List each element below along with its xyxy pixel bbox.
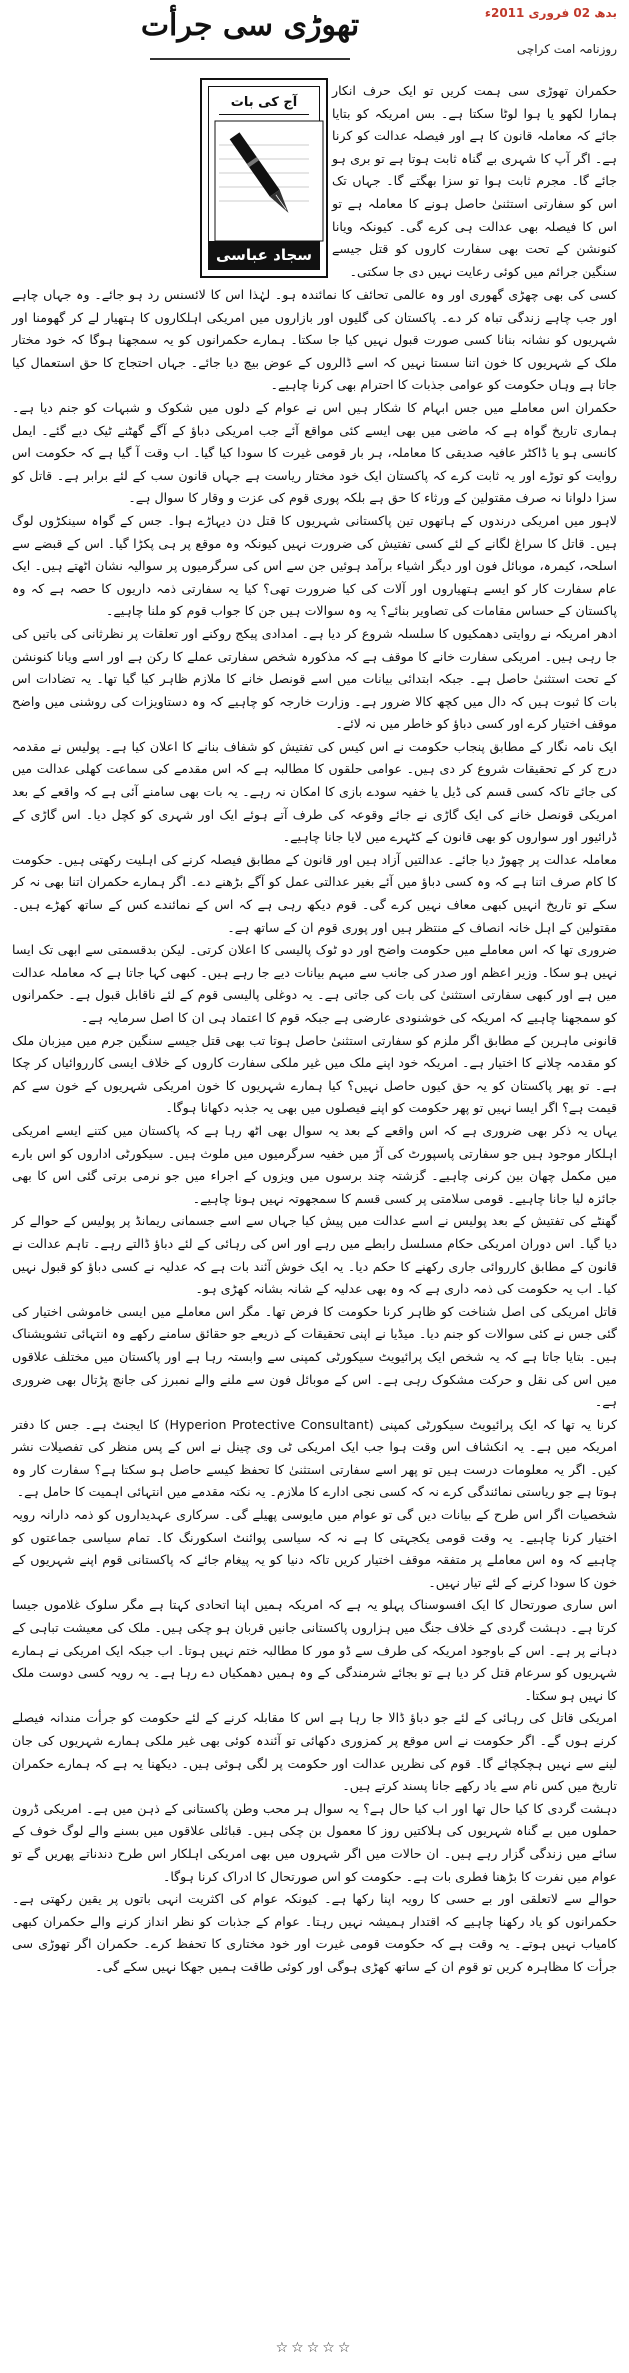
fountain-pen-icon <box>209 115 331 245</box>
article-paragraph: کرنا یہ تھا کہ ایک پرائیویٹ سیکورٹی کمپنی (Hyperion Protective Consultant) کا ایجنٹ ہے۔ جس کا دفتر امریکہ میں ہے۔ یہ انکشاف اس وقت ہوا جب ایک امریکی ٹی وی چینل نے اس کے پس منظر کی تفصیلات نشر کیں۔ اگر یہ معلومات درست ہیں تو پھر اسے سفارتی استثنیٰ کا تحفظ کیسے حاصل ہو سکتا ہے؟ سفارت کار وہ ہوتا ہے جو ریاستی نمائندگی کرے نہ کہ کسی نجی ادارے کا ملازم۔ یہ نکتہ مقدمے میں انتہائی اہمیت کا حامل ہے۔ <box>12 1416 617 1500</box>
author-name: سجاد عباسی <box>209 241 319 269</box>
article-paragraph: اس ساری صورتحال کا ایک افسوسناک پہلو یہ ہے کہ امریکہ ہمیں اپنا اتحادی کہتا ہے مگر سلوک غلاموں جیسا کرتا ہے۔ دہشت گردی کے خلاف جنگ میں ہزاروں پاکستانی جانیں قربان ہو چکی ہیں۔ ملک کی معیشت تباہی کے دہانے پر ہے۔ اس کے باوجود امریکہ کی طرف سے ڈو مور کا مطالبہ ختم نہیں ہوتا۔ اب جبکہ ایک امریکی نے ہمارے شہریوں کو سرعام قتل کر دیا ہے تو بجائے شرمندگی کے وہ ہمیں دھمکیاں دے رہا ہے۔ یہ رویہ کسی دوست ملک کا نہیں ہو سکتا۔ <box>12 1597 617 1703</box>
article-paragraph: شخصیات اگر اس طرح کے بیانات دیں گی تو عوام میں مایوسی پھیلے گی۔ سرکاری عہدیداروں کو ذمہ دارانہ رویہ اختیار کرنا چاہیے۔ یہ وقت قومی یکجہتی کا ہے نہ کہ سیاسی پوائنٹ اسکورنگ کا۔ تمام سیاسی جماعتوں کو چاہیے کہ وہ اس معاملے پر متفقہ موقف اختیار کریں تاکہ دنیا کو یہ پیغام جائے کہ پاکستانی قوم اپنے شہریوں کے خون کا سودا کرنے کے لئے تیار نہیں۔ <box>12 1507 617 1590</box>
article-paragraph: حوالے سے لاتعلقی اور بے حسی کا رویہ اپنا رکھا ہے۔ کیونکہ عوام کی اکثریت انہی باتوں پر یقین رکھتی ہے۔ حکمرانوں کو یاد رکھنا چاہیے کہ اقتدار ہمیشہ نہیں رہتا۔ عوام کے جذبات کو نظر انداز کرنے والے حکمران کبھی کامیاب نہیں ہوتے۔ یہ وقت ہے کہ حکومت قومی غیرت اور خود مختاری کا تحفظ کرے۔ حکمران اگر تھوڑی سی جرأت کا مظاہرہ کریں تو قوم ان کے ساتھ کھڑی ہوگی اور کوئی طاقت ہمیں جھکا نہیں سکے گی۔ <box>12 1891 617 1974</box>
article-paragraph: قاتل امریکی کی اصل شناخت کو ظاہر کرنا حکومت کا فرض تھا۔ مگر اس معاملے میں ایسی خاموشی اختیار کی گئی جس نے کئی سوالات کو جنم دیا۔ میڈیا نے اپنی تحقیقات کے ذریعے جو حقائق سامنے رکھے وہ انتہائی تشویشناک ہیں۔ بتایا جاتا ہے کہ یہ شخص ایک پرائیویٹ سیکورٹی کمپنی سے وابستہ رہا ہے اور پاکستان میں مختلف علاقوں میں اس کی نقل و حرکت مشکوک رہی ہے۔ اس کے موبائل فون سے ملنے والے نمبرز کی جانچ پڑتال بھی ضروری ہے۔ <box>12 1303 617 1410</box>
article-paragraph: ایک نامہ نگار کے مطابق پنجاب حکومت نے اس کیس کی تفتیش کو شفاف بنانے کا اعلان کیا ہے۔ پولیس نے مقدمہ درج کر کے تحقیقات شروع کر دی ہیں۔ عوامی حلقوں کا مطالبہ ہے کہ اس مقدمے کی سماعت کھلی عدالت میں کی جائے تاکہ کسی قسم کی ڈیل یا خفیہ سودے بازی کا امکان نہ رہے۔ یہ بات بھی سامنے آئی ہے کہ واقعے کے بعد امریکی قونصل خانے کی ایک گاڑی نے جائے وقوعہ کی طرف آتے ہوئے ایک اور شہری کو کچل دیا۔ اس گاڑی کے ڈرائیور اور سواروں کو بھی قانون کے کٹہرے میں لایا جانا چاہیے۔ <box>12 738 617 845</box>
article-paragraph: لاہور میں امریکی درندوں کے ہاتھوں تین پاکستانی شہریوں کا قتل دن دیہاڑے ہوا۔ جس کے گواہ سینکڑوں لوگ ہیں۔ قاتل کا سراغ لگانے کے لئے کسی تفتیش کی ضرورت نہیں کیونکہ وہ موقع پر ہی پکڑا گیا۔ اس کے قبضے سے اسلحہ، کیمرہ، موبائل فون اور دیگر اشیاء برآمد ہوئیں جن سے اس کی سرگرمیوں پر سوالیہ نشان اٹھتے ہیں۔ ایک عام سفارت کار کو ایسے ہتھیاروں اور آلات کی کیا ضرورت تھی؟ کیا یہ سفارتی ذمہ داریوں کا حصہ ہے کہ وہ پاکستان کے حساس مقامات کی تصاویر بنائے؟ یہ وہ سوالات ہیں جن کا جواب قوم کو ملنا چاہیے۔ <box>12 512 617 619</box>
article-paragraph: ادھر امریکہ نے روایتی دھمکیوں کا سلسلہ شروع کر دیا ہے۔ امدادی پیکج روکنے اور تعلقات پر نظرثانی کی باتیں کی جا رہی ہیں۔ امریکی سفارت خانے کا موقف ہے کہ مذکورہ شخص سفارتی عملے کا رکن ہے اور اسے ویانا کنونشن کے تحت استثنیٰ حاصل ہے۔ جبکہ ابتدائی بیانات میں اسے قونصل خانے کا ملازم ظاہر کیا گیا تھا۔ یہ تضادات اس بات کا ثبوت ہیں کہ دال میں کچھ کالا ضرور ہے۔ وزارت خارجہ کو چاہیے کہ وہ دستاویزات کی روشنی میں واضح موقف اختیار کرے اور کسی دباؤ کو خاطر میں نہ لائے۔ <box>12 625 617 732</box>
column-logo-box <box>200 78 328 278</box>
article-paragraph: یہاں یہ ذکر بھی ضروری ہے کہ اس واقعے کے بعد یہ سوال بھی اٹھ رہا ہے کہ پاکستان میں کتنے ایسے امریکی اہلکار موجود ہیں جو سفارتی پاسپورٹ کی آڑ میں خفیہ سرگرمیوں میں ملوث ہیں۔ سیکورٹی اداروں کو اس بارے میں مکمل چھان بین کرنی چاہیے۔ گزشتہ چند برسوں میں ویزوں کے اجراء میں جو نرمی برتی گئی اس کا بھی جائزہ لیا جانا چاہیے۔ قومی سلامتی پر کسی قسم کا سمجھوتہ نہیں ہونا چاہیے۔ <box>12 1122 617 1206</box>
column-logo-inner-frame <box>208 86 320 270</box>
article-paragraph: حکمران اس معاملے میں جس ابہام کا شکار ہیں اس نے عوام کے دلوں میں شکوک و شبہات کو جنم دیا ہے۔ ہماری تاریخ گواہ ہے کہ ماضی میں بھی ایسے کئی مواقع آئے جب امریکی دباؤ کے آگے گھٹنے ٹیک دیے گئے۔ ایمل کانسی ہو یا ڈاکٹر عافیہ صدیقی کا معاملہ، ہر بار قومی غیرت کا سودا کیا گیا۔ اب وقت آ گیا ہے کہ حکومت اس روایت کو توڑے اور یہ ثابت کرے کہ پاکستان ایک خود مختار ریاست ہے جہاں قانون سب کے لئے برابر ہے۔ قاتل کو سزا دلوانا نہ صرف مقتولین کے ورثاء کا حق ہے بلکہ پوری قوم کی عزت و وقار کا سوال ہے۔ <box>12 399 617 506</box>
article-paragraph: قانونی ماہرین کے مطابق اگر ملزم کو سفارتی استثنیٰ حاصل ہوتا تب بھی قتل جیسے سنگین جرم میں میزبان ملک کو مقدمہ چلانے کا اختیار ہے۔ امریکہ خود اپنے ملک میں غیر ملکی سفارت کاروں کے خلاف ایسی کارروائیاں کر چکا ہے۔ تو پھر پاکستان کو یہ حق کیوں حاصل نہیں؟ کیا ہمارے شہریوں کا خون امریکی شہریوں کے خون سے کم قیمت ہے؟ اگر ایسا نہیں تو پھر حکومت کو اپنے فیصلوں میں بھی یہ جذبہ دکھانا ہوگا۔ <box>12 1032 617 1116</box>
byline: روزنامہ امت کراچی <box>516 42 617 56</box>
article-paragraph: ضروری تھا کہ اس معاملے میں حکومت واضح اور دو ٹوک پالیسی کا اعلان کرتی۔ لیکن بدقسمتی سے ابھی تک ایسا نہیں ہو سکا۔ وزیر اعظم اور صدر کی جانب سے مبہم بیانات دیے جا رہے ہیں۔ کبھی کہا جاتا ہے کہ معاملہ عدالت میں ہے اور کبھی سفارتی استثنیٰ کی بات کی جاتی ہے۔ یہ دوغلی پالیسی قوم کے لئے ناقابل قبول ہے۔ حکمرانوں کو سمجھنا چاہیے کہ امریکہ کی خوشنودی عارضی ہے جبکہ قوم کا اعتماد ہی ان کا اصل سرمایہ ہے۔ <box>12 942 617 1025</box>
article-paragraph: گھنٹے کی تفتیش کے بعد پولیس نے اسے عدالت میں پیش کیا جہاں سے اسے جسمانی ریمانڈ پر پولیس کے حوالے کر دیا گیا۔ اس دوران امریکی حکام مسلسل رابطے میں رہے اور اس کی رہائی کے لئے دباؤ ڈالتے رہے۔ تاہم عدالت نے قانون کے مطابق کارروائی جاری رکھنے کا حکم دیا۔ یہ ایک خوش آئند بات ہے کہ عدلیہ نے کسی دباؤ کو قبول نہیں کیا۔ اب یہ حکومت کی ذمہ داری ہے کہ وہ بھی عدلیہ کے شانہ بشانہ کھڑی ہو۔ <box>12 1213 617 1297</box>
article-paragraph: معاملہ عدالت پر چھوڑ دیا جائے۔ عدالتیں آزاد ہیں اور قانون کے مطابق فیصلہ کرنے کی اہلیت رکھتی ہیں۔ حکومت کا کام صرف اتنا ہے کہ وہ کسی دباؤ میں آئے بغیر عدالتی عمل کو آگے بڑھنے دے۔ اگر ہمارے حکمران اتنا بھی نہ کر سکے تو تاریخ انہیں کبھی معاف نہیں کرے گی۔ قوم دیکھ رہی ہے کہ اس کے نمائندے کس کے ساتھ کھڑے ہیں۔ مقتولین کے اہل خانہ انصاف کے منتظر ہیں اور پوری قوم ان کے ساتھ ہے۔ <box>12 851 617 935</box>
article-end-stars: ☆☆☆☆☆ <box>275 2340 354 2356</box>
article-paragraph: امریکی قاتل کی رہائی کے لئے جو دباؤ ڈالا جا رہا ہے اس کا مقابلہ کرنے کے لئے حکومت کو جرأت مندانہ فیصلے کرنے ہوں گے۔ اگر حکومت نے اس موقع پر کمزوری دکھائی تو آئندہ کوئی بھی غیر ملکی ہمارے شہریوں کی جان لینے سے نہیں ہچکچائے گا۔ قوم کی نظریں عدالت اور حکومت پر لگی ہوئی ہیں۔ دیکھنا یہ ہے کہ ہمارے حکمران تاریخ میں کس نام سے یاد رکھے جانا پسند کرتے ہیں۔ <box>12 1710 617 1794</box>
intro-paragraph: حکمران تھوڑی سی ہمت کریں تو ایک حرف انکار ہمارا لکھو یا ہوا لوٹا سکتا ہے۔ بس امریکہ کو بتایا جائے کہ معاملہ قانون کا ہے اور فیصلہ عدالت کو کرنا ہے۔ اگر آپ کا شہری بے گناہ ثابت ہوتا ہے تو بری ہو جائے گا۔ مجرم ثابت ہوا تو سزا بھگتے گا۔ جہاں تک اس کو سفارتی استثنیٰ حاصل ہونے کا معاملہ ہے تو اس کا فیصلہ بھی عدالت ہی کرے گی۔ کیونکہ ویانا کنونشن کے تحت بھی سفارت کاروں کو قتل جیسے سنگین جرائم میں کوئی رعایت نہیں دی جا سکتی۔ <box>332 83 617 279</box>
headline-underline <box>150 58 350 60</box>
article-body <box>12 284 617 1979</box>
column-box-title: آج کی بات <box>219 95 309 115</box>
article-intro <box>332 80 617 283</box>
publication-date: بدھ 02 فروری 2011ء <box>484 6 617 20</box>
article-paragraph: دہشت گردی کا کیا حال تھا اور اب کیا حال ہے؟ یہ سوال ہر محب وطن پاکستانی کے ذہن میں ہے۔ امریکی ڈرون حملوں میں بے گناہ شہریوں کی ہلاکتیں روز کا معمول بن چکی ہیں۔ قبائلی علاقوں میں بسنے والے لوگ خوف کے سائے میں زندگی گزار رہے ہیں۔ ان حالات میں اگر شہروں میں بھی امریکی اہلکار اس طرح دندناتے پھریں گے تو عوام میں نفرت کا بڑھنا فطری بات ہے۔ حکومت کو اس صورتحال کا ادراک کرنا ہوگا۔ <box>12 1800 617 1884</box>
article-paragraph: کسی کی بھی چھڑی گھوری اور وہ عالمی تحائف کا نمائندہ ہو۔ لہٰذا اس کا لائسنس رد ہو جائے۔ وہ جہاں چاہے اور جب چاہے زندگی تباہ کر دے۔ پاکستان کی گلیوں اور بازاروں میں امریکی اہلکاروں کا ہتھیار لے کر گھومنا اور شہریوں کو نشانہ بنانا کسی صورت قبول نہیں کیا جا سکتا۔ ہمارے حکمرانوں کو یہ سمجھنا ہوگا کہ خود مختار ملک کے شہریوں کا خون اتنا سستا نہیں کہ اسے ڈالروں کے عوض بیچ دیا جائے۔ جہاں احتجاج کا حق استعمال کیا جاتا ہے وہاں حکومت کو عوامی جذبات کا احترام بھی کرنا چاہیے۔ <box>12 287 617 393</box>
column-headline: تھوڑی سی جرأت <box>140 8 360 43</box>
